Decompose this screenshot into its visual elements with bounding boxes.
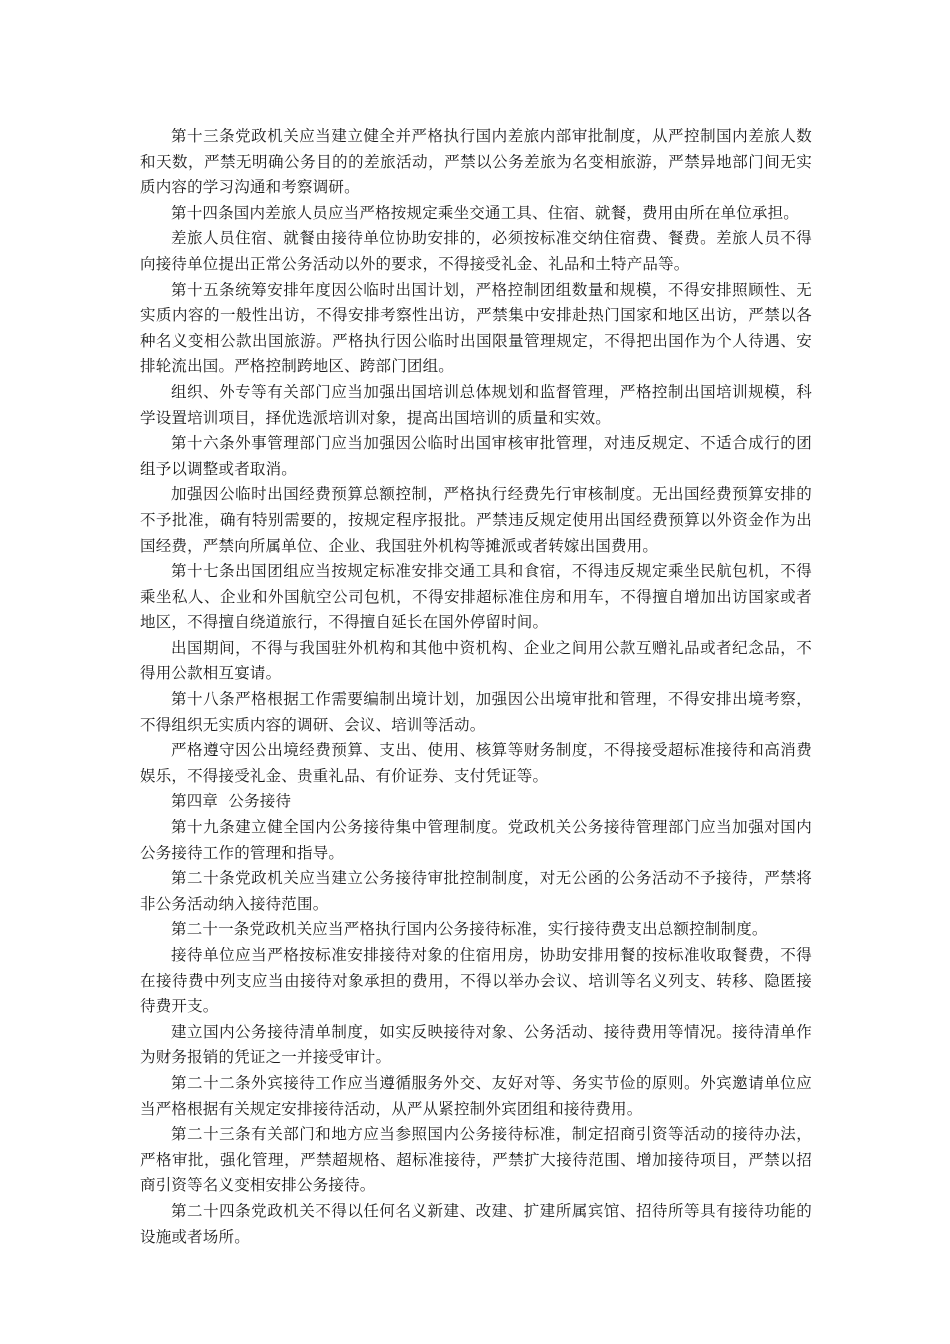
- article-15-paragraph: 第十五条统筹安排年度因公临时出国计划，严格控制团组数量和规模，不得安排照顾性、无实质内容的一般性出访，不得安排考察性出访，严禁集中安排赴热门国家和地区出访，严禁以各种名义变相公款出国旅游。严格执行因公临时出国限量管理规定，不得把出国作为个人待遇、安排轮流出国。严格控制跨地区、跨部门团组。: [140, 280, 812, 376]
- article-20-paragraph: 第二十条党政机关应当建立公务接待审批控制制度，对无公函的公务活动不予接待，严禁将非公务活动纳入接待范围。: [140, 869, 812, 913]
- article-18-continued-paragraph: 严格遵守因公出境经费预算、支出、使用、核算等财务制度，不得接受超标准接待和高消费娱乐，不得接受礼金、贵重礼品、有价证券、支付凭证等。: [140, 741, 812, 785]
- document-body: [140, 124, 812, 1250]
- article-17-continued-paragraph: 出国期间，不得与我国驻外机构和其他中资机构、企业之间用公款互赠礼品或者纪念品，不得用公款相互宴请。: [140, 638, 812, 683]
- article-22-paragraph: 第二十二条外宾接待工作应当遵循服务外交、友好对等、务实节俭的原则。外宾邀请单位应当严格根据有关规定安排接待活动，从严从紧控制外宾团组和接待费用。: [140, 1073, 812, 1118]
- article-14-paragraph: 第十四条国内差旅人员应当严格按规定乘坐交通工具、住宿、就餐，费用由所在单位承担。: [171, 203, 800, 222]
- article-19-paragraph: 第十九条建立健全国内公务接待集中管理制度。党政机关公务接待管理部门应当加强对国内公务接待工作的管理和指导。: [140, 818, 812, 862]
- article-15-continued-paragraph: 组织、外专等有关部门应当加强出国培训总体规划和监督管理，严格控制出国培训规模，科学设置培训项目，择优选派培训对象，提高出国培训的质量和实效。: [140, 382, 812, 427]
- article-21-continued-paragraph: 接待单位应当严格按标准安排接待对象的住宿用房，协助安排用餐的按标准收取餐费，不得在接待费中列支应当由接待对象承担的费用，不得以举办会议、培训等名义列支、转移、隐匿接待费开支。: [140, 946, 812, 1016]
- article-16-paragraph: 第十六条外事管理部门应当加强因公临时出国审核审批管理，对违反规定、不适合成行的团组予以调整或者取消。: [140, 434, 812, 478]
- article-21-list-paragraph: 建立国内公务接待清单制度，如实反映接待对象、公务活动、接待费用等情况。接待清单作为财务报销的凭证之一并接受审计。: [140, 1022, 812, 1067]
- article-24-paragraph: 第二十四条党政机关不得以任何名义新建、改建、扩建所属宾馆、招待所等具有接待功能的设施或者场所。: [140, 1201, 812, 1246]
- article-14-continued-paragraph: 差旅人员住宿、就餐由接待单位协助安排的，必须按标准交纳住宿费、餐费。差旅人员不得向接待单位提出正常公务活动以外的要求，不得接受礼金、礼品和土特产品等。: [140, 229, 812, 273]
- article-16-continued-paragraph: 加强因公临时出国经费预算总额控制，严格执行经费先行审核制度。无出国经费预算安排的不予批准，确有特别需要的，按规定程序报批。严禁违反规定使用出国经费预算以外资金作为出国经费，严禁向所属单位、企业、我国驻外机构等摊派或者转嫁出国费用。: [140, 485, 812, 555]
- article-23-paragraph: 第二十三条有关部门和地方应当参照国内公务接待标准，制定招商引资等活动的接待办法，严格审批，强化管理，严禁超规格、超标准接待，严禁扩大接待范围、增加接待项目，严禁以招商引资等名义变相安排公务接待。: [140, 1125, 812, 1195]
- article-21-paragraph: 第二十一条党政机关应当严格执行国内公务接待标准，实行接待费支出总额控制制度。: [171, 920, 768, 939]
- chapter-4-heading: 第四章 公务接待: [171, 792, 292, 811]
- article-18-paragraph: 第十八条严格根据工作需要编制出境计划，加强因公出境审批和管理，不得安排出境考察，不得组织无实质内容的调研、会议、培训等活动。: [140, 690, 812, 734]
- article-13-paragraph: 第十三条党政机关应当建立健全并严格执行国内差旅内部审批制度，从严控制国内差旅人数和天数，严禁无明确公务目的的差旅活动，严禁以公务差旅为名变相旅游，严禁异地部门间无实质内容的学习沟通和考察调研。: [140, 127, 812, 197]
- article-17-paragraph: 第十七条出国团组应当按规定标准安排交通工具和食宿，不得违反规定乘坐民航包机，不得乘坐私人、企业和外国航空公司包机，不得安排超标准住房和用车，不得擅自增加出访国家或者地区，不得擅自绕道旅行，不得擅自延长在国外停留时间。: [140, 562, 812, 632]
